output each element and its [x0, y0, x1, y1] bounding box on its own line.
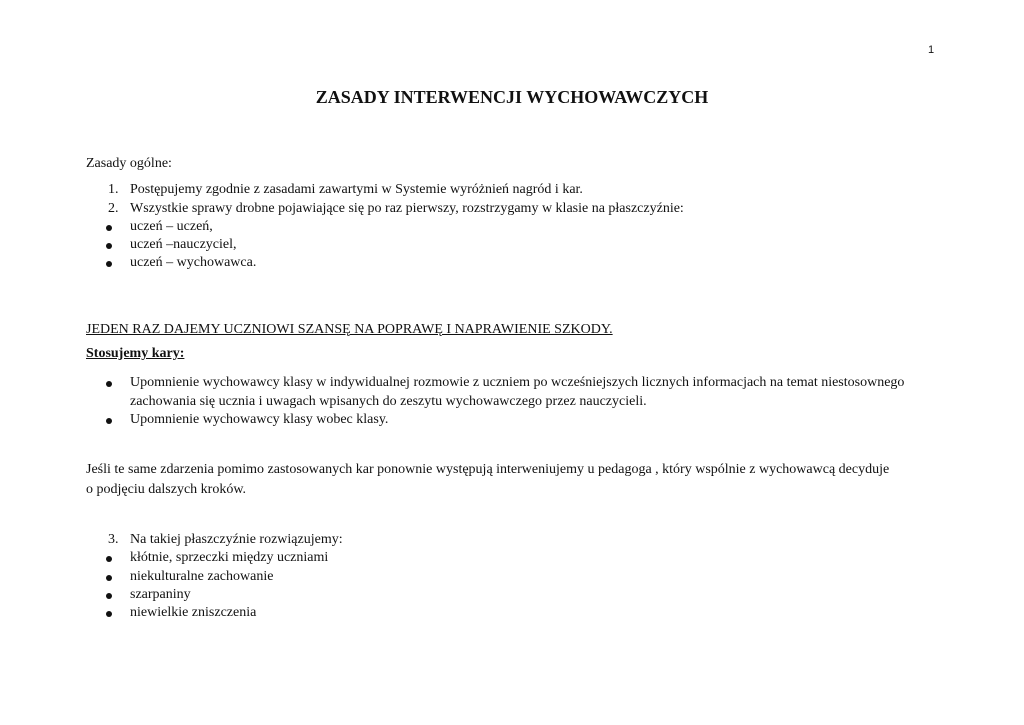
list-item: szarpaniny — [130, 587, 191, 602]
bullet-icon — [106, 556, 112, 562]
bullet-icon — [106, 611, 112, 617]
list-item: Na takiej płaszczyźnie rozwiązujemy: — [130, 532, 343, 547]
bullet-icon — [106, 225, 112, 231]
list-item: uczeń – wychowawca. — [130, 255, 257, 270]
page-number: 1 — [928, 44, 935, 56]
list-number: 1. — [108, 182, 119, 197]
penalties-heading: Stosujemy kary: — [86, 346, 185, 361]
list-item: Wszystkie sprawy drobne pojawiające się po raz pierwszy, rozstrzygamy w klasie na płaszczyźnie: — [130, 201, 684, 216]
bullet-icon — [106, 418, 112, 424]
bullet-icon — [106, 575, 112, 581]
list-number: 3. — [108, 532, 119, 547]
list-item: Upomnienie wychowawcy klasy wobec klasy. — [130, 412, 389, 427]
list-item: uczeń – uczeń, — [130, 219, 213, 234]
list-item-continuation: zachowania się ucznia i uwagach wpisanych do zeszytu wychowawczego przez nauczycieli. — [130, 394, 647, 409]
bullet-icon — [106, 261, 112, 267]
chance-heading: JEDEN RAZ DAJEMY UCZNIOWI SZANSĘ NA POPRAWĘ I NAPRAWIENIE SZKODY. — [86, 322, 613, 337]
general-rules-heading: Zasady ogólne: — [86, 156, 172, 171]
list-item: Postępujemy zgodnie z zasadami zawartymi w Systemie wyróżnień nagród i kar. — [130, 182, 583, 197]
list-item: kłótnie, sprzeczki między uczniami — [130, 550, 329, 565]
list-item: niekulturalne zachowanie — [130, 569, 274, 584]
bullet-icon — [106, 243, 112, 249]
escalation-paragraph-continuation: o podjęciu dalszych kroków. — [86, 482, 247, 497]
bullet-icon — [106, 593, 112, 599]
list-item: Upomnienie wychowawcy klasy w indywidualnej rozmowie z uczniem po wcześniejszych licznych informacjach na temat niestosownego — [130, 375, 905, 390]
list-item: niewielkie zniszczenia — [130, 605, 257, 620]
bullet-icon — [106, 381, 112, 387]
page-title: ZASADY INTERWENCJI WYCHOWAWCZYCH — [315, 87, 709, 107]
list-item: uczeń –nauczyciel, — [130, 237, 237, 252]
escalation-paragraph: Jeśli te same zdarzenia pomimo zastosowanych kar ponownie występują interweniujemy u pedagoga , który wspólnie z wychowawcą decyduje — [86, 462, 890, 477]
list-number: 2. — [108, 201, 119, 216]
